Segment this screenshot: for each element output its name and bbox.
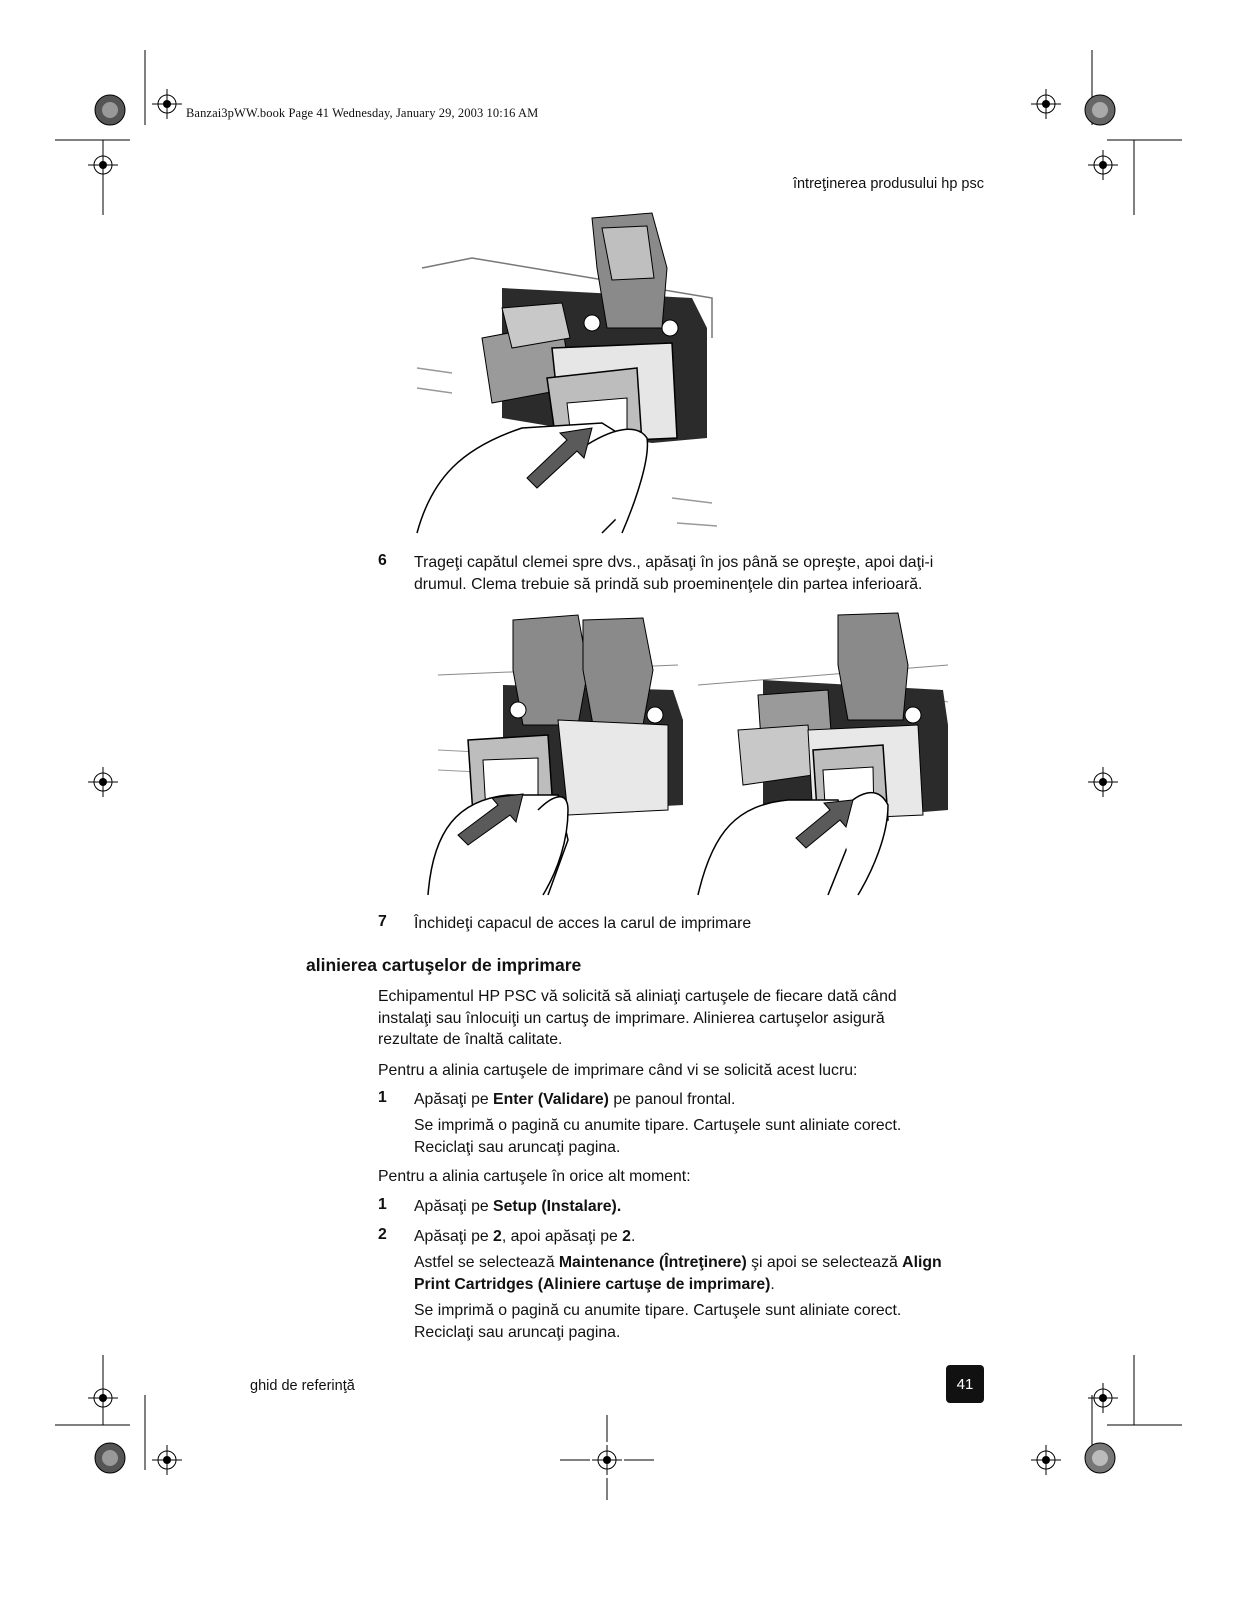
detail-bold: Print Cartridges (Aliniere cartuşe de imprimare)	[414, 1275, 771, 1293]
detail-line	[414, 1252, 1014, 1274]
detail-part: .	[770, 1275, 775, 1293]
note-line: Se imprimă o pagină cu anumite tipare. Cartuşele sunt aliniate corect.	[414, 1117, 902, 1134]
step-text-part: Apăsaţi pe	[414, 1198, 494, 1215]
step-number: 1	[378, 1196, 387, 1213]
paragraph-line: instalaţi sau înlocuiţi un cartuş de imprimare. Alinierea cartuşelor asigură	[378, 1009, 885, 1027]
step-text: Închideţi capacul de acces la carul de imprimare	[414, 915, 752, 932]
detail-bold: Maintenance (Întreţinere)	[558, 1254, 747, 1271]
step-text-part: , apoi apăsaţi pe	[501, 1228, 623, 1245]
step-text	[414, 552, 1004, 595]
step-note	[414, 1300, 1004, 1343]
illustration-latch-cartridges	[418, 610, 958, 900]
step-text-line: drumul. Clema trebuie să prindă sub proeminenţele din partea inferioară.	[414, 575, 923, 593]
note-line: Reciclaţi sau aruncaţi pagina.	[414, 1323, 621, 1341]
detail-line	[414, 1274, 1014, 1296]
detail-part: Astfel se selectează	[414, 1254, 559, 1271]
detail-bold: Align	[902, 1254, 942, 1271]
footer-title: ghid de referinţă	[250, 1378, 355, 1394]
intro-paragraph	[378, 986, 998, 1051]
step-text-line: Trageţi capătul clemei spre dvs., apăsaţi în jos până se opreşte, apoi daţi-i	[414, 554, 934, 571]
paragraph-line: rezultate de înaltă calitate.	[378, 1031, 563, 1048]
step-number: 2	[378, 1226, 387, 1243]
step-note	[414, 1115, 1004, 1158]
lead-paragraph: Pentru a alinia cartuşele de imprimare când vi se solicită acest lucru:	[378, 1062, 858, 1079]
step-detail	[414, 1252, 1014, 1295]
step-text-part: Apăsaţi pe	[414, 1091, 494, 1108]
step-text-part: Apăsaţi pe	[414, 1228, 494, 1245]
illustration-insert-cartridge	[412, 208, 722, 538]
step-text	[414, 1089, 735, 1111]
step-text-bold: 2	[493, 1228, 502, 1245]
step-number: 6	[378, 552, 387, 569]
page-number: 41	[946, 1365, 984, 1403]
step-text-part: pe panoul frontal.	[608, 1091, 736, 1108]
step-text-part: .	[630, 1228, 636, 1245]
section-heading: alinierea cartuşelor de imprimare	[306, 955, 582, 975]
step-text	[414, 1226, 635, 1248]
note-line: Se imprimă o pagină cu anumite tipare. Cartuşele sunt aliniate corect.	[414, 1302, 902, 1319]
lead-paragraph: Pentru a alinia cartuşele în orice alt moment:	[378, 1168, 691, 1185]
step-number: 1	[378, 1089, 387, 1106]
step-number: 7	[378, 913, 387, 930]
step-text-bold: 2	[622, 1228, 631, 1245]
book-info-line: Banzai3pWW.book Page 41 Wednesday, January 29, 2003 10:16 AM	[186, 106, 539, 120]
step-text-bold: Setup (Instalare).	[493, 1198, 622, 1215]
paragraph-line: Echipamentul HP PSC vă solicită să aliniaţi cartuşele de fiecare dată când	[378, 988, 897, 1005]
step-text-bold: Enter (Validare)	[493, 1091, 609, 1108]
note-line: Reciclaţi sau aruncaţi pagina.	[414, 1138, 621, 1156]
running-title: întreţinerea produsului hp psc	[792, 176, 984, 192]
step-text	[414, 1196, 621, 1218]
detail-part: şi apoi se selectează	[746, 1254, 903, 1271]
